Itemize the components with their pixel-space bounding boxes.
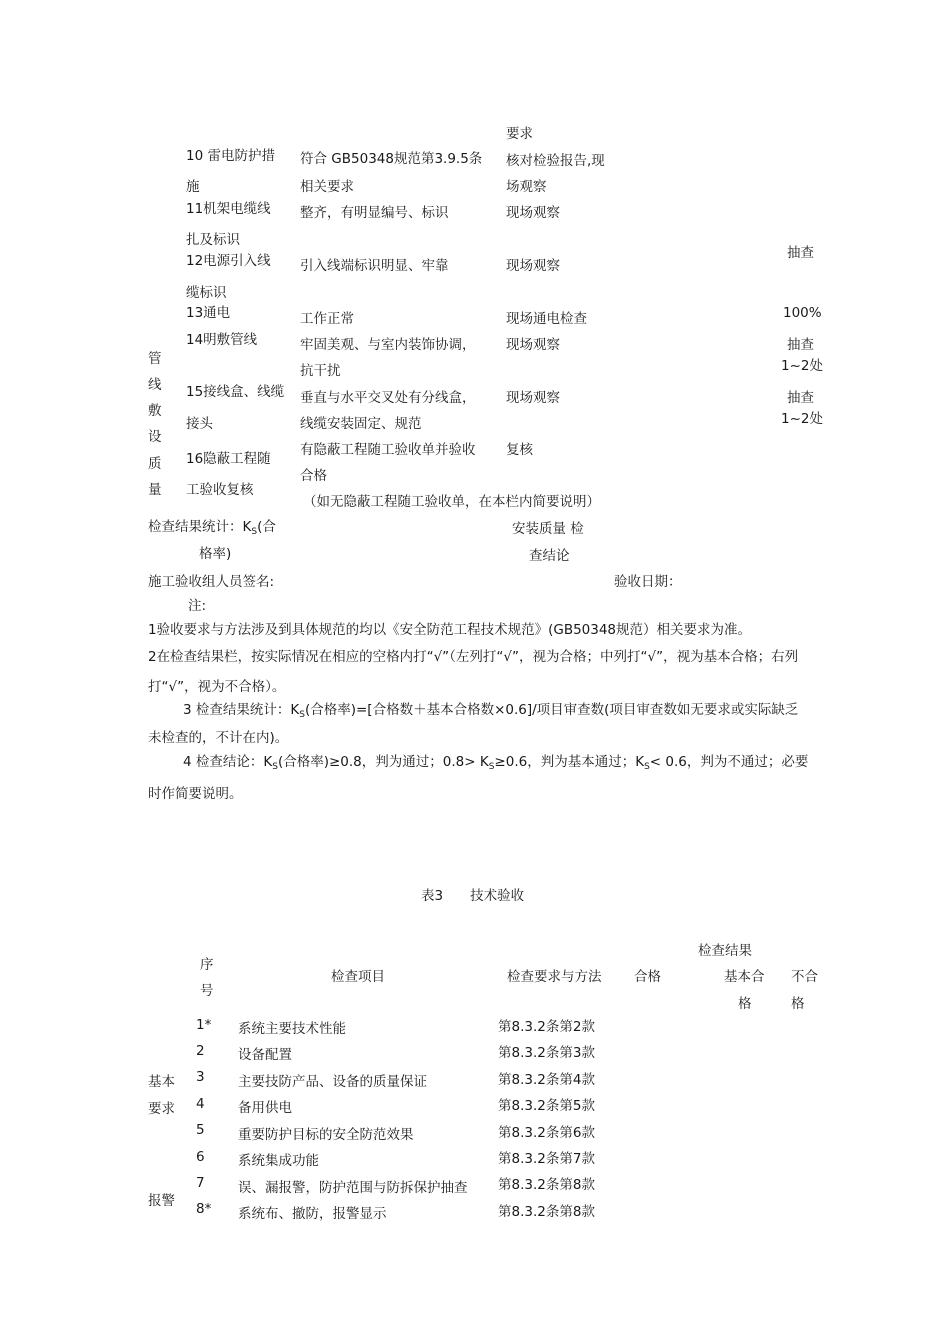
note-3: 3 检查结果统计：$K_S$(合格率)=[合格数＋基本合格数×0.6]/项目审查数(项目审查数如无要求或实际缺乏: [183, 702, 799, 720]
item-label: 施: [186, 179, 200, 195]
category-label-char: 量: [148, 482, 162, 498]
check-scope: 抽查: [787, 390, 814, 406]
row-seq: 4: [196, 1096, 205, 1112]
header-basic: 格: [738, 996, 752, 1012]
stat-label: 格率): [199, 546, 232, 562]
conclusion-label: 查结论: [529, 548, 570, 564]
header-pass: 合格: [634, 969, 661, 985]
note-4: 时作简要说明。: [148, 786, 243, 802]
row-item: 主要技防产品、设备的质量保证: [238, 1074, 427, 1090]
requirement-text: 相关要求: [300, 179, 354, 195]
sign-label: 施工验收组人员签名:: [148, 574, 275, 590]
group-label: 基本: [148, 1074, 175, 1090]
item-label: 16隐蔽工程随: [186, 451, 271, 467]
method-text: 复核: [506, 442, 533, 458]
row-seq: 7: [196, 1175, 205, 1191]
check-scope: 抽查: [787, 337, 814, 353]
requirement-text: 抗干扰: [300, 363, 341, 379]
requirement-text: 工作正常: [300, 311, 354, 327]
row-item: 设备配置: [238, 1047, 292, 1063]
method-text: 现场通电检查: [506, 311, 587, 327]
group-label: 要求: [148, 1101, 175, 1117]
row-seq: 1*: [196, 1017, 212, 1033]
requirement-continuation: 要求: [506, 126, 533, 142]
requirement-text: 有隐蔽工程随工验收单并验收: [300, 442, 476, 458]
note-row: （如无隐蔽工程随工验收单，在本栏内简要说明）: [303, 494, 600, 510]
row-seq: 5: [196, 1122, 205, 1138]
row-seq: 8*: [196, 1201, 212, 1217]
row-item: 系统主要技术性能: [238, 1021, 346, 1037]
row-item: 备用供电: [238, 1100, 292, 1116]
stat-label: 检查结果统计：$K_S$(合: [148, 519, 276, 537]
row-seq: 2: [196, 1043, 205, 1059]
header-fail: 不合: [791, 969, 818, 985]
category-label-char: 质: [148, 456, 162, 472]
method-text: 核对检验报告,现: [506, 153, 605, 169]
check-scope: 1~2处: [781, 411, 823, 427]
item-label: 10 雷电防护措: [186, 148, 275, 164]
note-4: 4 检查结论：$K_S$(合格率)≥0.8，判为通过；$0.8> K_S\ge 0.6$，判为基本通过；$K_S< 0.6$，判为不通过；必要: [183, 754, 809, 772]
header-fail: 格: [791, 996, 805, 1012]
group-label: 报警: [148, 1193, 175, 1209]
row-item: 系统集成功能: [238, 1153, 319, 1169]
row-method: 第8.3.2条第6款: [498, 1125, 595, 1141]
row-seq: 6: [196, 1149, 205, 1165]
item-label: 11机架电缆线: [186, 201, 271, 217]
requirement-text: 垂直与水平交叉处有分线盒，: [300, 390, 476, 406]
requirement-text: 整齐，有明显编号、标识: [300, 205, 449, 221]
note-3: 未检查的，不计在内)。: [148, 730, 289, 746]
category-label-char: 线: [148, 377, 162, 393]
row-item: 重要防护目标的安全防范效果: [238, 1127, 414, 1143]
method-text: 现场观察: [506, 258, 560, 274]
item-label: 接头: [186, 416, 213, 432]
item-label: 工验收复核: [186, 482, 254, 498]
header-method: 检查要求与方法: [507, 969, 602, 985]
check-scope: 100%: [783, 305, 822, 321]
note-2: 打“√”，视为不合格）。: [148, 679, 286, 695]
method-text: 现场观察: [506, 390, 560, 406]
requirement-text: 符合 GB50348规范第3.9.5条: [300, 151, 483, 167]
conclusion-label: 安装质量 检: [512, 521, 584, 537]
row-method: 第8.3.2条第7款: [498, 1151, 595, 1167]
row-method: 第8.3.2条第8款: [498, 1204, 595, 1220]
row-method: 第8.3.2条第5款: [498, 1098, 595, 1114]
requirement-text: 线缆安装固定、规范: [300, 416, 422, 432]
item-label: 14明敷管线: [186, 332, 258, 348]
check-scope: 抽查: [787, 245, 814, 261]
table-title: 表3 技术验收: [421, 888, 525, 904]
header-seq: 序: [200, 957, 214, 973]
check-scope: 1~2处: [781, 358, 823, 374]
method-text: 现场观察: [506, 205, 560, 221]
requirement-text: 牢固美观、与室内装饰协调，: [300, 337, 476, 353]
header-result: 检查结果: [698, 943, 752, 959]
header-basic: 基本合: [724, 969, 765, 985]
item-label: 15接线盒、线缆: [186, 384, 285, 400]
requirement-text: 引入线端标识明显、牢靠: [300, 258, 449, 274]
note-2: 2在检查结果栏，按实际情况在相应的空格内打“√”（左列打“√”，视为合格；中列打“√”，视为基本合格；右列: [148, 649, 799, 665]
method-text: 现场观察: [506, 337, 560, 353]
category-label-char: 设: [148, 429, 162, 445]
row-method: 第8.3.2条第4款: [498, 1072, 595, 1088]
date-label: 验收日期：: [614, 574, 682, 590]
row-item: 系统布、撤防，报警显示: [238, 1206, 387, 1222]
item-label: 12电源引入线: [186, 253, 271, 269]
header-item: 检查项目: [331, 969, 385, 985]
item-label: 13通电: [186, 305, 231, 321]
method-text: 场观察: [506, 179, 547, 195]
notes-heading: 注:: [188, 598, 207, 614]
note-1: 1验收要求与方法涉及到具体规范的均以《安全防范工程技术规范》(GB50348规范）相关要求为准。: [148, 622, 752, 638]
row-method: 第8.3.2条第3款: [498, 1045, 595, 1061]
category-label-char: 敷: [148, 403, 162, 419]
row-item: 误、漏报警，防护范围与防拆保护抽查: [238, 1180, 468, 1196]
item-label: 扎及标识: [186, 232, 240, 248]
requirement-text: 合格: [300, 468, 327, 484]
row-seq: 3: [196, 1069, 205, 1085]
header-seq: 号: [200, 983, 214, 999]
row-method: 第8.3.2条第2款: [498, 1019, 595, 1035]
row-method: 第8.3.2条第8款: [498, 1177, 595, 1193]
category-label-char: 管: [148, 351, 162, 367]
item-label: 缆标识: [186, 285, 227, 301]
